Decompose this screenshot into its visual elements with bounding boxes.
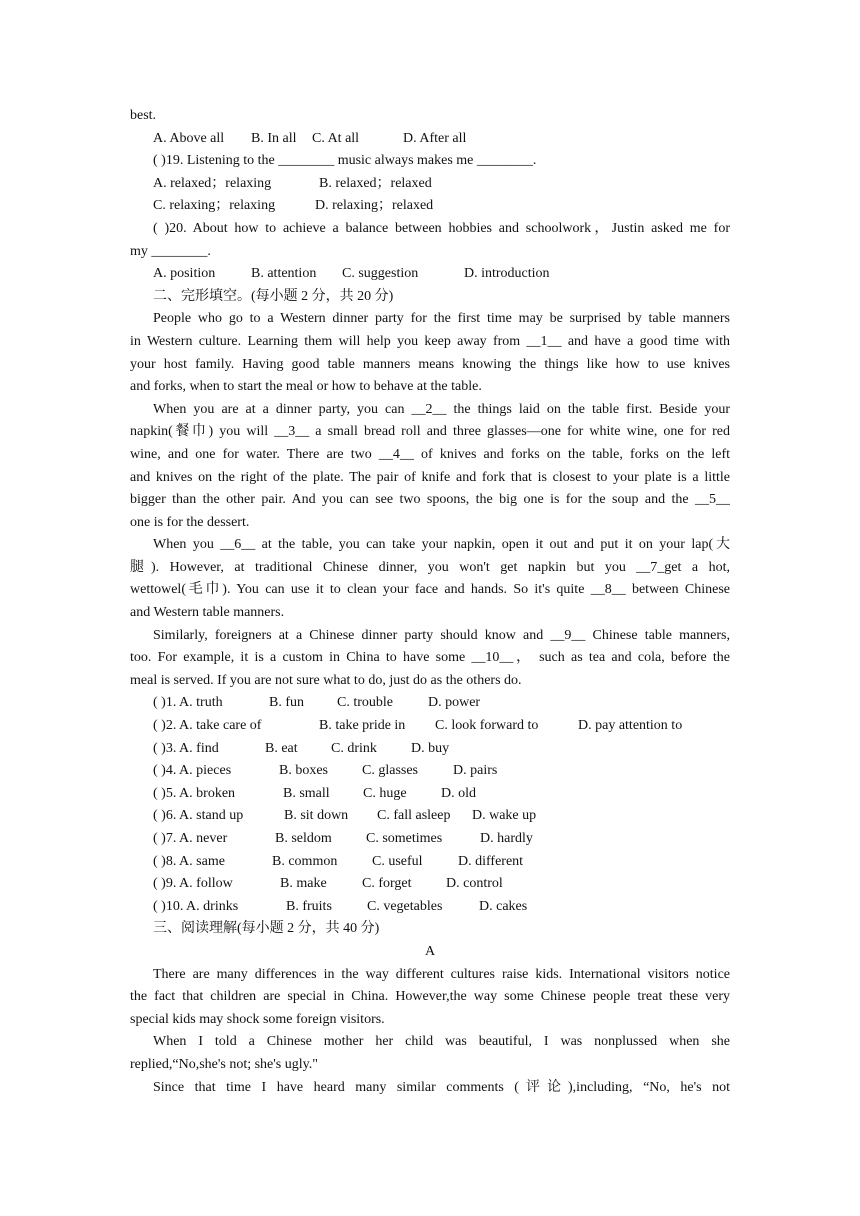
option: B. seldom bbox=[275, 831, 332, 846]
text-line: my ________. bbox=[130, 243, 211, 259]
option: D. cakes bbox=[479, 898, 528, 914]
option: D. wake up bbox=[472, 808, 537, 824]
option: A. position bbox=[153, 266, 216, 282]
option: D. power bbox=[428, 695, 481, 711]
q18-options bbox=[130, 128, 730, 151]
text-line: in Western culture. Learning them will help you keep away from __1__ and have a good time with bbox=[130, 333, 730, 349]
option: C. huge bbox=[363, 785, 407, 801]
option: C. trouble bbox=[337, 695, 393, 711]
option: ( )3. A. find bbox=[153, 740, 219, 756]
option: C. glasses bbox=[362, 763, 418, 779]
option: C. vegetables bbox=[367, 898, 443, 914]
cloze-option-5 bbox=[130, 783, 730, 806]
text-line: Since that time I have heard many similar comments (评论),including, “No, he's not bbox=[153, 1079, 730, 1095]
text-line: the fact that children are special in China. However,the way some Chinese people treat these very bbox=[130, 989, 730, 1005]
cloze-option-3 bbox=[130, 738, 730, 761]
option: B. fruits bbox=[286, 898, 332, 914]
text-line: best. bbox=[130, 108, 157, 123]
cloze-option-9 bbox=[130, 873, 730, 896]
option: B. make bbox=[280, 876, 327, 892]
option: C. suggestion bbox=[342, 266, 419, 282]
option: B. fun bbox=[269, 695, 304, 711]
cloze-option-1 bbox=[130, 692, 730, 715]
option: D. hardly bbox=[480, 831, 533, 846]
text-line: wine, and one for water. There are two __4__ of knives and forks on the table, forks on the left bbox=[130, 446, 730, 462]
text-line: When you __6__ at the table, you can take your napkin, open it out and put it on your lap(大 bbox=[153, 537, 730, 553]
option: D. buy bbox=[411, 740, 450, 756]
text-line: your host family. Having good table manners means knowing the things like how to use knives bbox=[130, 356, 730, 372]
q20-options bbox=[130, 263, 730, 286]
option: D. After all bbox=[403, 130, 467, 146]
option: ( )10. A. drinks bbox=[153, 898, 239, 914]
option: B. eat bbox=[265, 740, 298, 756]
option: B. relaxed；relaxed bbox=[319, 175, 432, 191]
text-line: too. For example, it is a custom in China to have some __10__， such as tea and cola, before the bbox=[130, 650, 730, 666]
option: C. sometimes bbox=[366, 831, 443, 846]
q19-options-cd bbox=[130, 195, 730, 218]
option: C. fall asleep bbox=[377, 808, 451, 824]
text-line: When you are at a dinner party, you can __2__ the things laid on the table first. Beside your bbox=[153, 401, 730, 417]
option: ( )1. A. truth bbox=[153, 695, 223, 711]
option: B. take pride in bbox=[319, 718, 406, 734]
option: D. pay attention to bbox=[578, 718, 683, 734]
option: ( )6. A. stand up bbox=[153, 808, 244, 824]
option: A. Above all bbox=[153, 130, 225, 146]
option: C. drink bbox=[331, 740, 377, 756]
cloze-option-7 bbox=[130, 828, 730, 851]
text-line: 腿). However, at traditional Chinese dinner, you won't get napkin but you __7_get a hot, bbox=[130, 559, 730, 575]
text-line: special kids may shock some foreign visitors. bbox=[130, 1011, 385, 1027]
text-line: one is for the dessert. bbox=[130, 514, 250, 530]
option: D. different bbox=[458, 853, 524, 869]
option: B. sit down bbox=[284, 808, 349, 824]
option: C. look forward to bbox=[435, 718, 539, 734]
text-line: bigger than the other pair. And you can see two spoons, the big one is for the soup and the __5__ bbox=[130, 492, 730, 508]
text-line: Similarly, foreigners at a Chinese dinner party should know and __9__ Chinese table manners, bbox=[153, 627, 730, 643]
option: C. relaxing；relaxing bbox=[153, 198, 276, 214]
question-19: ( )19. Listening to the ________ music always makes me ________. bbox=[153, 153, 537, 169]
cloze-option-10 bbox=[130, 896, 730, 919]
option: ( )7. A. never bbox=[153, 831, 228, 846]
text-line: People who go to a Western dinner party for the first time may be surprised by table manners bbox=[153, 311, 730, 327]
cloze-option-6 bbox=[130, 805, 730, 828]
question-20: ( )20. About how to achieve a balance between hobbies and schoolwork，Justin asked me for bbox=[153, 220, 730, 236]
passage-label: A bbox=[424, 943, 436, 959]
text-line: and knives on the right of the plate. The pair of knife and fork that is closest to your plate is a little bbox=[130, 469, 730, 485]
option: D. pairs bbox=[453, 763, 498, 779]
option: D. old bbox=[441, 785, 476, 801]
option: B. In all bbox=[251, 130, 297, 146]
option: C. At all bbox=[312, 130, 360, 146]
text-line: There are many differences in the way different cultures raise kids. International visitors notice bbox=[153, 966, 730, 982]
option: C. useful bbox=[372, 853, 423, 869]
section-heading-cloze: 二、完形填空。(每小题 2 分，共 20 分) bbox=[153, 288, 394, 304]
cloze-option-2 bbox=[130, 715, 730, 738]
text-line: replied,“No,she's not; she's ugly." bbox=[130, 1056, 318, 1072]
text-line: When I told a Chinese mother her child was beautiful, I was nonplussed when she bbox=[153, 1034, 730, 1050]
option: B. attention bbox=[251, 266, 317, 282]
option: ( )5. A. broken bbox=[153, 785, 236, 801]
text-line: and forks, when to start the meal or how to behave at the table. bbox=[130, 379, 482, 395]
option: B. common bbox=[272, 853, 338, 869]
cloze-option-8 bbox=[130, 851, 730, 874]
text-line: meal is served. If you are not sure what to do, just do as the others do. bbox=[130, 672, 522, 688]
option: D. introduction bbox=[464, 266, 550, 282]
option: ( )2. A. take care of bbox=[153, 718, 262, 734]
option: D. control bbox=[446, 876, 503, 892]
exam-page bbox=[130, 105, 730, 1099]
cloze-option-4 bbox=[130, 760, 730, 783]
q19-options-ab bbox=[130, 173, 730, 196]
option: D. relaxing；relaxed bbox=[315, 198, 434, 214]
text-line: napkin(餐巾) you will __3__ a small bread roll and three glasses—one for white wine, one for red bbox=[130, 424, 730, 440]
section-heading-reading: 三、阅读理解(每小题 2 分，共 40 分) bbox=[153, 921, 380, 937]
option: ( )4. A. pieces bbox=[153, 763, 232, 779]
option: B. small bbox=[283, 785, 330, 801]
option: C. forget bbox=[362, 876, 412, 892]
text-line: and Western table manners. bbox=[130, 605, 285, 621]
text-line: wettowel(毛巾). You can use it to clean your face and hands. So it's quite __8__ between Chinese bbox=[130, 582, 730, 598]
option: A. relaxed；relaxing bbox=[153, 175, 272, 191]
option: B. boxes bbox=[279, 763, 328, 779]
option: ( )9. A. follow bbox=[153, 876, 233, 892]
option: ( )8. A. same bbox=[153, 853, 225, 869]
